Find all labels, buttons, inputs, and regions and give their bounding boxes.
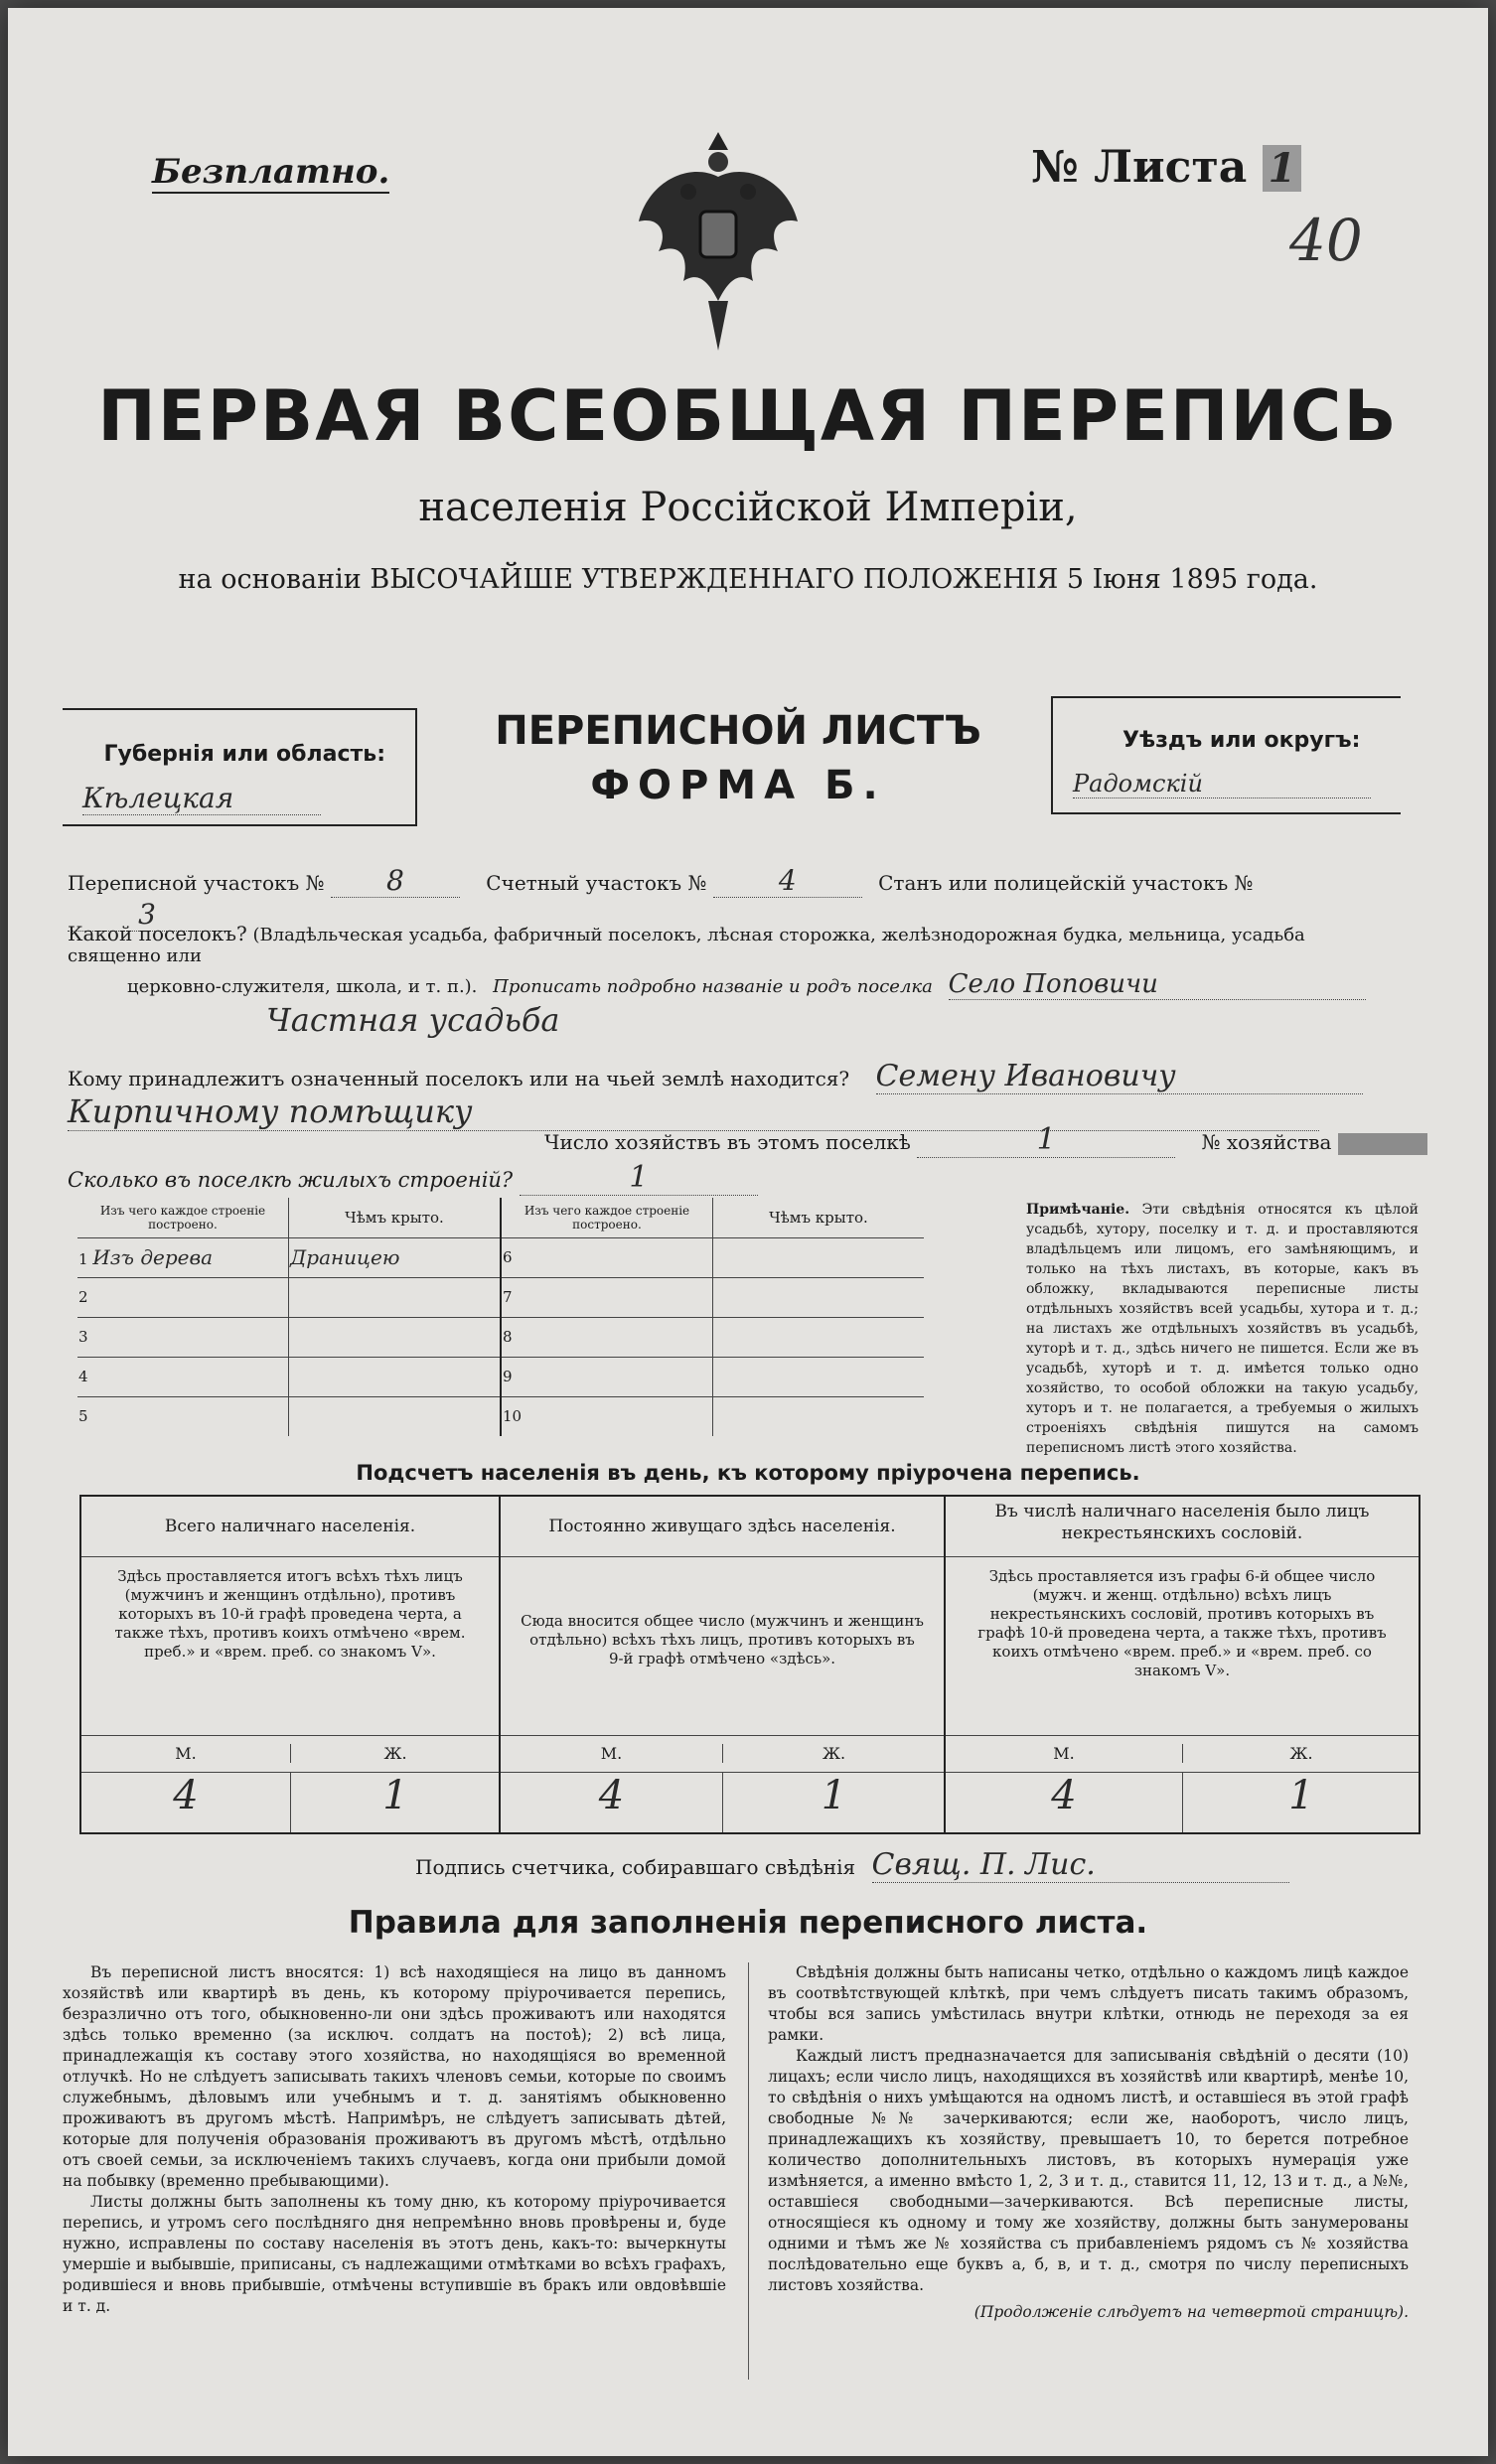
stan-label: Станъ или полицейскій участокъ № — [878, 871, 1254, 895]
m-value[interactable]: 4 — [598, 1773, 625, 1818]
f-value[interactable]: 1 — [290, 1773, 500, 1832]
rules-right-paragraph-2: Каждый листъ предназначается для записыванія свѣдѣній о десяти (10) лицахъ; если число лицъ, находящихся въ хозяйствѣ или квартирѣ, менѣе 10, то свѣдѣнія о нихъ умѣщаются на одномъ листѣ, и оставшіеся въ этой графѣ свободные №№ зачеркиваются; если же, наоборотъ, число лицъ, принадлежащихъ къ хозяйству, превышаетъ 10, то берется потребное количество дополнительныхъ листовъ, въ которыхъ нумерація уже измѣняется, а именно вмѣсто 1, 2, 3 и т. д., ставится 11, 12, 13 и т. д., а №№, оставшіеся свободными—зачеркиваются. Всѣ переписные листы, относящіеся къ одному и тому же хозяйству, должны быть занумерованы одними и тѣмъ же № хозяйства съ прибавленіемъ рядомъ съ № хозяйства послѣдовательно еще буквъ а, б, в, и т. д., смотря по числу переписныхъ листовъ хозяйства. — [768, 2047, 1409, 2294]
owner-row — [68, 1059, 1389, 1094]
household-no-label: № хозяйства — [1201, 1130, 1332, 1154]
m-label: М. — [175, 1744, 197, 1763]
settlement-hint-1: (Владѣльческая усадьба, фабричный поселокъ, лѣсная сторожка, желѣзнодорожная будка, мельница, усадьба священно или — [68, 925, 1305, 966]
col-material-right: Изъ чего каждое строеніе построено. — [501, 1198, 713, 1237]
row-number: 7 — [501, 1277, 713, 1317]
rules-divider — [748, 1962, 750, 2380]
table-row — [77, 1237, 924, 1277]
legal-basis: на основаніи ВЫСОЧАЙШЕ УТВЕРЖДЕННАГО ПОЛОЖЕНІЯ 5 Іюня 1895 года. — [178, 564, 1318, 595]
census-area-value[interactable]: 8 — [331, 864, 460, 898]
province-label: Губернія или область: — [103, 742, 385, 767]
settlement-hint-2: церковно-служителя, школа, и т. п.). — [127, 976, 478, 997]
f-label: Ж. — [722, 1744, 945, 1763]
population-col-non-peasant — [946, 1497, 1419, 1832]
table-row — [77, 1277, 924, 1317]
district-box — [1051, 696, 1401, 814]
imperial-eagle-emblem — [629, 122, 808, 361]
settlement-label: Какой поселокъ? — [68, 922, 247, 945]
note-block — [1026, 1200, 1419, 1458]
settlement-row-2 — [127, 969, 1389, 1000]
buildings-table — [77, 1198, 924, 1436]
col-text: Здѣсь проставляется изъ графы 6-й общее число (мужч. и женщ. отдѣльно) всѣхъ лицъ некрестьянскихъ сословій, противъ которыхъ въ графѣ 10-й проведена черта, а также тѣхъ, противъ коихъ отмѣчено «врем. преб.» и «врем. преб. со знакомъ V». — [977, 1567, 1387, 1679]
free-label: Безплатно. — [152, 152, 390, 192]
district-label: Уѣздъ или округъ: — [1122, 728, 1361, 753]
district-value[interactable]: Радомскій — [1073, 770, 1371, 798]
owner-value-2[interactable]: Кирпичному помѣщику — [68, 1092, 1319, 1131]
m-value[interactable]: 4 — [1051, 1773, 1077, 1818]
f-value[interactable]: 1 — [722, 1773, 945, 1832]
main-title: ПЕРВАЯ ВСЕОБЩАЯ ПЕРЕПИСЬ — [97, 375, 1399, 457]
count-area-value[interactable]: 4 — [713, 864, 862, 898]
m-label: М. — [1053, 1744, 1075, 1763]
rules-left-column — [63, 1962, 726, 2317]
col-text: Сюда вносится общее число (мужчинъ и женщинъ отдѣльно) всѣхъ тѣхъ лицъ, противъ которыхъ въ 9-й графѣ отмѣчено «здѣсь». — [521, 1612, 924, 1667]
rules-right-column — [768, 1962, 1409, 2323]
population-col-permanent — [501, 1497, 946, 1832]
sheet-number-value: 1 — [1263, 145, 1302, 192]
stan-value[interactable]: 3 — [68, 898, 226, 932]
owner-label: Кому принадлежитъ означенный поселокъ или на чьей землѣ находится? — [68, 1067, 850, 1090]
f-label: Ж. — [290, 1744, 500, 1763]
table-row — [77, 1396, 924, 1436]
row-number: 1 — [78, 1250, 88, 1268]
f-value[interactable]: 1 — [1182, 1773, 1420, 1832]
col-heading: Всего наличнаго населенія. — [81, 1497, 499, 1557]
rules-left-paragraph-1: Въ переписной листъ вносятся: 1) всѣ находящіеся на лицо въ данномъ хозяйствѣ или квартирѣ въ день, къ которому пріурочивается перепись, безразлично отъ того, обыкновенно-ли они здѣсь проживаютъ или находятся здѣсь только временно (за исключ. солдатъ на постоѣ); 2) всѣ лица, принадлежащія къ составу этого хозяйства, но находящіяся во временной отлучкѣ. Но не слѣдуетъ записывать такихъ членовъ семьи, которые по своимъ служебнымъ, дѣловымъ или учебнымъ и т. д. занятіямъ обыкновенно проживаютъ въ другомъ мѣстѣ. Напримѣръ, не слѣдуетъ записывать дѣтей, которые для полученія образованія проживаютъ въ другомъ мѣстѣ, отдѣльно отъ своей семьи, за исключеніемъ такихъ случаевъ, когда они прибыли домой на побывку (временно пребывающими). — [63, 1963, 726, 2190]
signature-value[interactable]: Свящ. П. Лис. — [872, 1847, 1289, 1883]
col-text: Здѣсь проставляется итогъ всѣхъ тѣхъ лицъ (мужчинъ и женщинъ отдѣльно), противъ которыхъ въ 10-й графѣ проведена черта, а также тѣхъ, противъ коихъ отмѣчено «врем. преб.» и «врем. преб. со знакомъ V». — [114, 1567, 466, 1661]
sheet-number-extra: 40 — [1289, 207, 1363, 274]
col-heading: Въ числѣ наличнаго населенія было лицъ некрестьянскихъ сословій. — [946, 1497, 1419, 1557]
households-row — [544, 1122, 1427, 1158]
col-material-left: Изъ чего каждое строеніе построено. — [77, 1198, 289, 1237]
rules-continued: (Продолженіе слѣдуетъ на четвертой страницѣ). — [973, 2303, 1409, 2321]
buildings-row — [68, 1160, 758, 1196]
settlement-row — [68, 922, 1389, 966]
province-value[interactable]: Кѣлецкая — [82, 782, 321, 815]
households-value[interactable]: 1 — [917, 1122, 1175, 1158]
settlement-value-1[interactable]: Село Поповичи — [949, 969, 1366, 1000]
settlement-hint-italic: Прописать подробно названіе и родъ поселка — [493, 976, 933, 997]
table-row — [77, 1317, 924, 1357]
row-number: 6 — [501, 1237, 713, 1277]
col-heading: Постоянно живущаго здѣсь населенія. — [501, 1497, 944, 1557]
row-number: 10 — [501, 1396, 713, 1436]
subtitle: населенія Россійской Имперіи, — [418, 485, 1078, 530]
census-sheet — [8, 8, 1488, 2456]
m-label: М. — [600, 1744, 623, 1763]
material-value[interactable]: Изъ дерева — [92, 1245, 214, 1269]
census-area-label: Переписной участокъ № — [68, 871, 325, 895]
form-name: ФОРМА Б. — [590, 763, 886, 808]
signature-label: Подпись счетчика, собиравшаго свѣдѣнія — [415, 1855, 856, 1879]
population-col-total — [81, 1497, 501, 1832]
table-row — [77, 1357, 924, 1396]
f-label: Ж. — [1182, 1744, 1420, 1763]
m-value[interactable]: 4 — [173, 1773, 199, 1818]
settlement-value-2[interactable]: Частная усадьба — [266, 1001, 560, 1039]
province-box — [63, 708, 417, 826]
signature-row — [415, 1847, 1289, 1883]
sheet-number-label: № Листа — [1031, 142, 1248, 193]
row-number: 3 — [77, 1317, 289, 1357]
row-number: 9 — [501, 1357, 713, 1396]
row-number: 4 — [77, 1357, 289, 1396]
population-table — [79, 1495, 1421, 1834]
roof-value[interactable]: Драницею — [289, 1237, 502, 1277]
buildings-label: Сколько въ поселкѣ жилыхъ строеній? — [68, 1168, 514, 1192]
note-text: Эти свѣдѣнія относятся къ цѣлой усадьбѣ, хутору, поселку и т. д. и проставляются владѣльцемъ или лицомъ, его замѣняющимъ, и только на тѣхъ листахъ, въ которые, какъ въ обложку, вкладываются переписные листы отдѣльныхъ хозяйствъ всей усадьбы, хутора и т. д.; на листахъ же отдѣльныхъ хозяйствъ въ усадьбѣ, хуторѣ и т. д., здѣсь ничего не пишется. Если же въ усадьбѣ, хуторѣ и т. д. имѣется только одно хозяйство, то особой обложки на такую усадьбу, хуторъ и т. не полагается, а требуемыя о жилыхъ строеніяхъ свѣдѣнія пишутся на самомъ переписномъ листѣ этого хозяйства. — [1026, 1202, 1419, 1456]
household-no-value[interactable] — [1338, 1133, 1427, 1155]
count-area-label: Счетный участокъ № — [486, 871, 707, 895]
sheet-title: ПЕРЕПИСНОЙ ЛИСТЪ — [495, 708, 981, 754]
rules-right-paragraph-1: Свѣдѣнія должны быть написаны четко, отдѣльно о каждомъ лицѣ каждое въ соотвѣтствующей клѣткѣ, при чемъ слѣдуетъ писать такимъ образомъ, чтобы вся запись умѣстилась внутри клѣтки, отнюдь не переходя за ея рамки. — [768, 1963, 1409, 2044]
row-number: 8 — [501, 1317, 713, 1357]
population-title: Подсчетъ населенія въ день, къ которому пріурочена перепись. — [356, 1461, 1140, 1485]
row-number: 2 — [77, 1277, 289, 1317]
sheet-number — [1031, 142, 1301, 193]
col-roof-left: Чѣмъ крыто. — [289, 1198, 502, 1237]
rules-left-paragraph-2: Листы должны быть заполнены къ тому дню, къ которому пріурочивается перепись, и утромъ сего послѣдняго дня непремѣнно вновь провѣрены и, буде нужно, исправлены по составу населенія въ этотъ день, какъ-то: вычеркнуты умершіе и выбывшіе, приписаны, съ надлежащими отмѣтками во всѣхъ графахъ, родившіеся и вновь прибывшіе, отмѣчены вступившіе въ бракъ или овдовѣвшіе и т. д. — [63, 2193, 726, 2315]
col-roof-right: Чѣмъ крыто. — [713, 1198, 925, 1237]
rules-title: Правила для заполненія переписного листа. — [348, 1905, 1148, 1941]
note-label: Примѣчаніе. — [1026, 1202, 1130, 1218]
row-number: 5 — [77, 1396, 289, 1436]
households-label: Число хозяйствъ въ этомъ поселкѣ — [544, 1130, 911, 1154]
owner-value-1[interactable]: Семену Ивановичу — [876, 1059, 1363, 1094]
buildings-value[interactable]: 1 — [520, 1160, 758, 1196]
